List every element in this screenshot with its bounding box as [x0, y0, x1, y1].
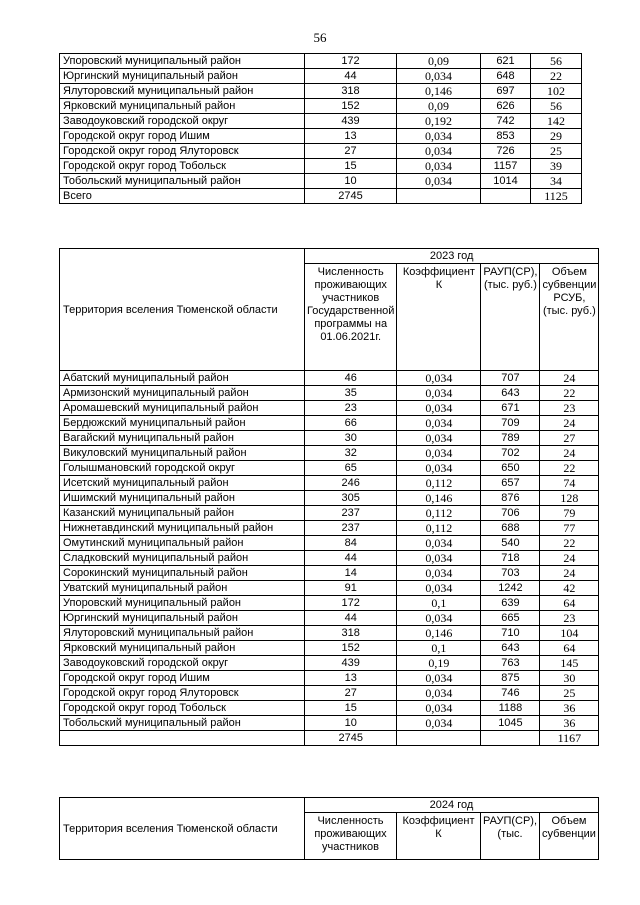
- subvention-cell: 25: [540, 686, 599, 701]
- table-row: [60, 536, 599, 551]
- coefficient-cell: 0,034: [397, 174, 481, 189]
- population-cell: 152: [305, 99, 397, 114]
- population-cell: 91: [305, 581, 397, 596]
- territory-cell: Юргинский муниципальный район: [60, 69, 305, 84]
- population-cell: 13: [305, 129, 397, 144]
- coefficient-cell: 0,034: [397, 461, 481, 476]
- table-row: [60, 84, 582, 99]
- raup-cell: 621: [481, 54, 531, 69]
- territory-cell: Заводоуковский городской округ: [60, 114, 305, 129]
- table-row: [60, 551, 599, 566]
- table-row: [60, 731, 599, 746]
- raup-cell: [481, 731, 540, 746]
- coefficient-cell: 0,034: [397, 611, 481, 626]
- population-cell: 14: [305, 566, 397, 581]
- coefficient-cell: 0,034: [397, 446, 481, 461]
- subvention-cell: 42: [540, 581, 599, 596]
- subvention-cell: 22: [540, 461, 599, 476]
- subvention-header: Объем субвенции: [540, 813, 599, 860]
- population-cell: 30: [305, 431, 397, 446]
- table-row: [60, 581, 599, 596]
- table-row: [60, 461, 599, 476]
- territory-cell: Абатский муниципальный район: [60, 371, 305, 386]
- raup-cell: 1014: [481, 174, 531, 189]
- population-cell: 84: [305, 536, 397, 551]
- territory-cell: Аромашевский муниципальный район: [60, 401, 305, 416]
- territory-header: Территория вселения Тюменской области: [60, 798, 305, 860]
- table-row: [60, 431, 599, 446]
- table-row: [60, 189, 582, 204]
- coefficient-cell: 0,146: [397, 491, 481, 506]
- table-row: [60, 174, 582, 189]
- population-cell: 152: [305, 641, 397, 656]
- territory-cell: Городской округ город Тобольск: [60, 159, 305, 174]
- raup-cell: 853: [481, 129, 531, 144]
- territory-cell: Нижнетавдинский муниципальный район: [60, 521, 305, 536]
- subvention-cell: 29: [531, 129, 582, 144]
- population-header: Численность проживающих участников Государственной программы на 01.06.2021г.: [305, 264, 397, 371]
- population-cell: 65: [305, 461, 397, 476]
- raup-cell: 697: [481, 84, 531, 99]
- table-row: [60, 159, 582, 174]
- territory-cell: Омутинский муниципальный район: [60, 536, 305, 551]
- subvention-cell: 24: [540, 446, 599, 461]
- population-cell: 13: [305, 671, 397, 686]
- raup-cell: 650: [481, 461, 540, 476]
- coefficient-cell: 0,034: [397, 581, 481, 596]
- table-row: [60, 641, 599, 656]
- raup-cell: 875: [481, 671, 540, 686]
- population-cell: 318: [305, 84, 397, 99]
- coefficient-cell: 0,034: [397, 416, 481, 431]
- population-cell: 66: [305, 416, 397, 431]
- territory-cell: Упоровский муниципальный район: [60, 596, 305, 611]
- subvention-table-continued: [59, 53, 582, 204]
- table-row: [60, 671, 599, 686]
- subvention-cell: 22: [540, 386, 599, 401]
- territory-cell: Юргинский муниципальный район: [60, 611, 305, 626]
- territory-cell: Всего: [60, 189, 305, 204]
- table-row: [60, 476, 599, 491]
- population-cell: 23: [305, 401, 397, 416]
- coefficient-cell: 0,034: [397, 386, 481, 401]
- subvention-cell: 64: [540, 596, 599, 611]
- subvention-cell: 36: [540, 701, 599, 716]
- coefficient-cell: 0,09: [397, 54, 481, 69]
- territory-cell: Ялуторовский муниципальный район: [60, 626, 305, 641]
- page-number: 56: [313, 30, 327, 45]
- raup-cell: 665: [481, 611, 540, 626]
- population-cell: 305: [305, 491, 397, 506]
- subvention-cell: 39: [531, 159, 582, 174]
- table-row: [60, 371, 599, 386]
- coefficient-cell: 0,19: [397, 656, 481, 671]
- raup-cell: 648: [481, 69, 531, 84]
- population-cell: 318: [305, 626, 397, 641]
- table-row: [60, 521, 599, 536]
- population-cell: 2745: [305, 189, 397, 204]
- raup-cell: 763: [481, 656, 540, 671]
- subvention-cell: 142: [531, 114, 582, 129]
- population-cell: 237: [305, 521, 397, 536]
- subvention-cell: 22: [531, 69, 582, 84]
- raup-cell: 702: [481, 446, 540, 461]
- coefficient-cell: 0,034: [397, 371, 481, 386]
- subvention-cell: 74: [540, 476, 599, 491]
- coefficient-cell: 0,034: [397, 144, 481, 159]
- population-cell: 172: [305, 596, 397, 611]
- table-row: [60, 416, 599, 431]
- subvention-cell: 56: [531, 99, 582, 114]
- table-row: [60, 144, 582, 159]
- territory-cell: Казанский муниципальный район: [60, 506, 305, 521]
- raup-header: РАУП(СР), (тыс.: [481, 813, 540, 860]
- table-row: [60, 701, 599, 716]
- territory-cell: Бердюжский муниципальный район: [60, 416, 305, 431]
- subvention-cell: 104: [540, 626, 599, 641]
- raup-cell: 1045: [481, 716, 540, 731]
- territory-cell: Голышмановский городской округ: [60, 461, 305, 476]
- subvention-cell: 36: [540, 716, 599, 731]
- population-cell: 44: [305, 551, 397, 566]
- subvention-header: Объем субвенции РСУБ, (тыс. руб.): [540, 264, 599, 371]
- raup-cell: 643: [481, 386, 540, 401]
- coefficient-cell: 0,1: [397, 641, 481, 656]
- coefficient-cell: 0,192: [397, 114, 481, 129]
- territory-cell: Уватский муниципальный район: [60, 581, 305, 596]
- territory-cell: Ялуторовский муниципальный район: [60, 84, 305, 99]
- territory-cell: Вагайский муниципальный район: [60, 431, 305, 446]
- raup-cell: 742: [481, 114, 531, 129]
- raup-cell: 1242: [481, 581, 540, 596]
- subvention-cell: 1167: [540, 731, 599, 746]
- raup-cell: 626: [481, 99, 531, 114]
- territory-cell: Городской округ город Ишим: [60, 671, 305, 686]
- raup-cell: 710: [481, 626, 540, 641]
- raup-cell: 706: [481, 506, 540, 521]
- population-cell: 2745: [305, 731, 397, 746]
- table-row: [60, 99, 582, 114]
- population-cell: 46: [305, 371, 397, 386]
- raup-cell: 726: [481, 144, 531, 159]
- territory-cell: Ишимский муниципальный район: [60, 491, 305, 506]
- subvention-cell: 27: [540, 431, 599, 446]
- coefficient-cell: 0,1: [397, 596, 481, 611]
- territory-cell: Городской округ город Ишим: [60, 129, 305, 144]
- coefficient-cell: [397, 731, 481, 746]
- table-row: [60, 611, 599, 626]
- table-row: [60, 626, 599, 641]
- population-cell: 15: [305, 159, 397, 174]
- territory-cell: Тобольский муниципальный район: [60, 716, 305, 731]
- territory-cell: Городской округ город Ялуторовск: [60, 144, 305, 159]
- population-cell: 35: [305, 386, 397, 401]
- subvention-cell: 22: [540, 536, 599, 551]
- territory-cell: Тобольский муниципальный район: [60, 174, 305, 189]
- table-row: [60, 446, 599, 461]
- territory-cell: Городской округ город Ялуторовск: [60, 686, 305, 701]
- table-row: [60, 566, 599, 581]
- population-cell: 439: [305, 656, 397, 671]
- coefficient-cell: 0,034: [397, 701, 481, 716]
- coefficient-cell: 0,034: [397, 536, 481, 551]
- table-row: [60, 401, 599, 416]
- subvention-cell: 23: [540, 611, 599, 626]
- coefficient-cell: 0,09: [397, 99, 481, 114]
- coefficient-cell: 0,034: [397, 159, 481, 174]
- coefficient-cell: 0,112: [397, 476, 481, 491]
- territory-cell: Викуловский муниципальный район: [60, 446, 305, 461]
- territory-cell: Заводоуковский городской округ: [60, 656, 305, 671]
- territory-cell: Ярковский муниципальный район: [60, 641, 305, 656]
- table-row: [60, 386, 599, 401]
- raup-cell: 876: [481, 491, 540, 506]
- coefficient-cell: 0,112: [397, 521, 481, 536]
- subvention-cell: 102: [531, 84, 582, 99]
- population-cell: 27: [305, 144, 397, 159]
- subvention-cell: 24: [540, 371, 599, 386]
- population-cell: 27: [305, 686, 397, 701]
- coefficient-cell: 0,034: [397, 401, 481, 416]
- coefficient-header: Коэффициент К: [397, 264, 481, 371]
- subvention-cell: 145: [540, 656, 599, 671]
- population-cell: 439: [305, 114, 397, 129]
- raup-cell: 1157: [481, 159, 531, 174]
- year-header: 2023 год: [305, 249, 599, 264]
- territory-cell: Упоровский муниципальный район: [60, 54, 305, 69]
- raup-cell: 688: [481, 521, 540, 536]
- subvention-cell: 24: [540, 416, 599, 431]
- raup-cell: 718: [481, 551, 540, 566]
- table-row: [60, 506, 599, 521]
- coefficient-cell: [397, 189, 481, 204]
- coefficient-cell: 0,034: [397, 129, 481, 144]
- territory-cell: Армизонский муниципальный район: [60, 386, 305, 401]
- subvention-cell: 23: [540, 401, 599, 416]
- population-cell: 10: [305, 716, 397, 731]
- table-row: [60, 491, 599, 506]
- subvention-cell: 34: [531, 174, 582, 189]
- coefficient-cell: 0,146: [397, 626, 481, 641]
- table-row: [60, 129, 582, 144]
- raup-cell: 643: [481, 641, 540, 656]
- raup-cell: 657: [481, 476, 540, 491]
- population-cell: 172: [305, 54, 397, 69]
- territory-header: Территория вселения Тюменской области: [60, 249, 305, 371]
- territory-cell: Сорокинский муниципальный район: [60, 566, 305, 581]
- population-cell: 32: [305, 446, 397, 461]
- raup-cell: 746: [481, 686, 540, 701]
- table-row: [60, 69, 582, 84]
- table-row: [60, 716, 599, 731]
- subvention-cell: 128: [540, 491, 599, 506]
- raup-cell: 703: [481, 566, 540, 581]
- table-row: [60, 656, 599, 671]
- coefficient-cell: 0,034: [397, 69, 481, 84]
- raup-cell: 789: [481, 431, 540, 446]
- raup-cell: [481, 189, 531, 204]
- coefficient-cell: 0,034: [397, 716, 481, 731]
- coefficient-cell: 0,034: [397, 551, 481, 566]
- subvention-cell: 24: [540, 551, 599, 566]
- raup-cell: 709: [481, 416, 540, 431]
- population-cell: 44: [305, 611, 397, 626]
- raup-header: РАУП(СР), (тыс. руб.): [481, 264, 540, 371]
- coefficient-cell: 0,034: [397, 431, 481, 446]
- subvention-cell: 79: [540, 506, 599, 521]
- coefficient-cell: 0,034: [397, 566, 481, 581]
- raup-cell: 1188: [481, 701, 540, 716]
- subvention-cell: 56: [531, 54, 582, 69]
- table-row: [60, 596, 599, 611]
- population-cell: 237: [305, 506, 397, 521]
- subvention-cell: 25: [531, 144, 582, 159]
- subvention-cell: 77: [540, 521, 599, 536]
- raup-cell: 639: [481, 596, 540, 611]
- population-cell: 15: [305, 701, 397, 716]
- coefficient-cell: 0,034: [397, 686, 481, 701]
- territory-cell: Городской округ город Тобольск: [60, 701, 305, 716]
- table-row: [60, 114, 582, 129]
- subvention-cell: 1125: [531, 189, 582, 204]
- coefficient-cell: 0,112: [397, 506, 481, 521]
- population-cell: 44: [305, 69, 397, 84]
- territory-cell: [60, 731, 305, 746]
- table-row: [60, 686, 599, 701]
- coefficient-cell: 0,146: [397, 84, 481, 99]
- subvention-table-2024: [59, 797, 599, 860]
- coefficient-cell: 0,034: [397, 671, 481, 686]
- table-row: [60, 54, 582, 69]
- year-header: 2024 год: [305, 798, 599, 813]
- population-cell: 246: [305, 476, 397, 491]
- population-cell: 10: [305, 174, 397, 189]
- subvention-cell: 64: [540, 641, 599, 656]
- territory-cell: Исетский муниципальный район: [60, 476, 305, 491]
- subvention-cell: 30: [540, 671, 599, 686]
- territory-cell: Ярковский муниципальный район: [60, 99, 305, 114]
- population-header: Численность проживающих участников: [305, 813, 397, 860]
- coefficient-header: Коэффициент К: [397, 813, 481, 860]
- subvention-cell: 24: [540, 566, 599, 581]
- raup-cell: 540: [481, 536, 540, 551]
- raup-cell: 671: [481, 401, 540, 416]
- raup-cell: 707: [481, 371, 540, 386]
- territory-cell: Сладковский муниципальный район: [60, 551, 305, 566]
- subvention-table-2023: [59, 248, 599, 746]
